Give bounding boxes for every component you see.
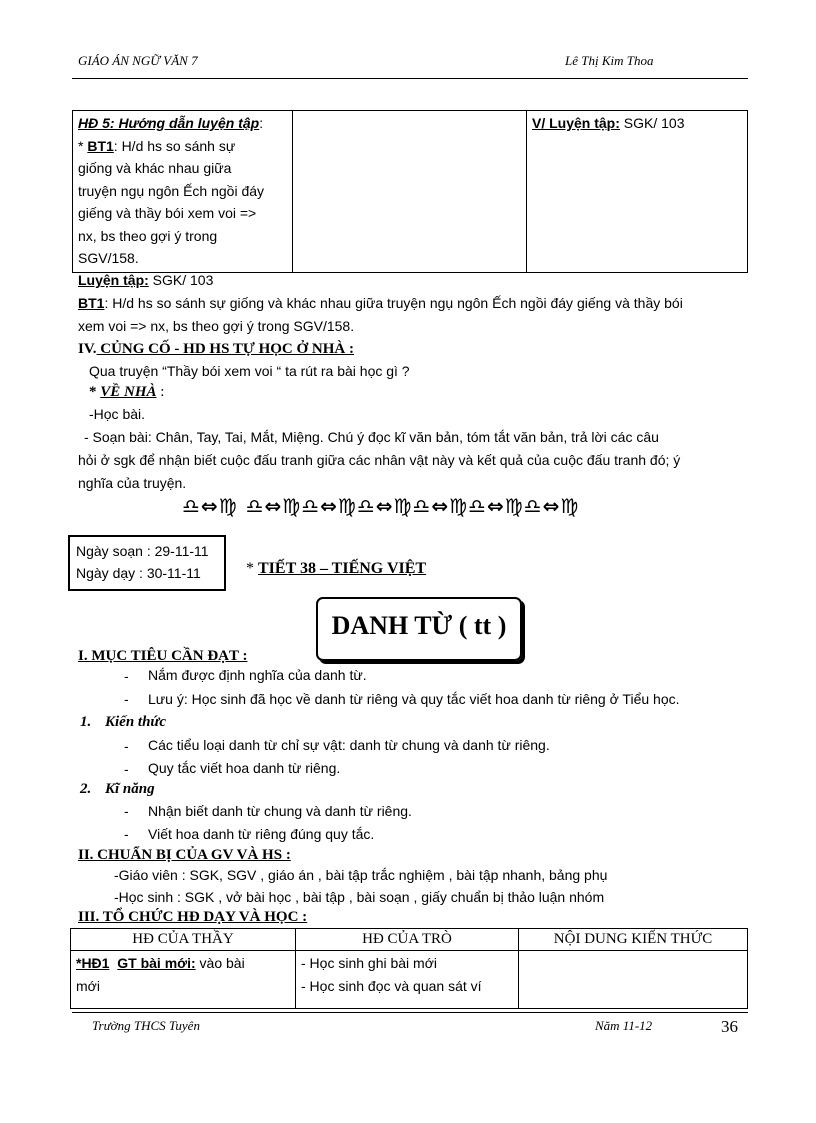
luyen-tap-value: SGK/ 103 — [619, 115, 685, 131]
bt-prefix: * — [78, 137, 88, 154]
bullet-dash: - — [124, 668, 129, 684]
section-iv-question: Qua truyện “Thầy bói xem voi “ ta rút ra bài học gì ? — [89, 363, 410, 379]
home-label: VỀ NHÀ — [100, 384, 157, 400]
lesson-title — [246, 560, 426, 578]
section-iii-title: III. TỔ CHỨC HĐ DẠY VÀ HỌC : — [78, 909, 308, 925]
bt1-line: : H/d hs so sánh sự — [113, 137, 236, 154]
student-line: - Học sinh đọc và quan sát ví — [301, 977, 482, 994]
section-iv-title — [78, 338, 354, 360]
date-soan: Ngày soạn : 29-11-11 — [76, 543, 209, 559]
page-number: 36 — [721, 1017, 738, 1036]
main-title-box — [316, 597, 522, 661]
practice-bt1-line2: xem voi => nx, bs theo gợi ý trong SGV/158. — [78, 318, 355, 334]
section-iv-text: CỦNG CỐ - HD HS TỰ HỌC Ở NHÀ : — [96, 341, 355, 357]
col-header-teacher: HĐ CỦA THẦY — [71, 929, 296, 951]
footer-rule — [72, 1012, 748, 1013]
activity-table — [70, 928, 748, 1009]
bt1-line: SGV/158. — [78, 250, 139, 266]
hd1-title: GT bài mới: — [117, 955, 196, 971]
home-item-2-line2: hỏi ở sgk để nhận biết cuộc đấu tranh giữa các nhân vật này và kết quả của cuộc đấu tranh đó; ý — [78, 452, 681, 468]
section-ii-title: II. CHUẨN BỊ CỦA GV VÀ HS : — [78, 847, 291, 863]
date-day: Ngày dạy : 30-11-11 — [76, 565, 201, 581]
sub1-bullet-2: Quy tắc viết hoa danh từ riêng. — [148, 760, 341, 776]
sub2-bullet-1: Nhận biết danh từ chung và danh từ riêng. — [148, 803, 412, 819]
bt1-line: nx, bs theo gợi ý trong — [78, 227, 218, 244]
bullet-dash: - — [124, 826, 129, 842]
section-i-bullet-2: Lưu ý: Học sinh đã học về danh từ riêng và quy tắc viết hoa danh từ riêng ở Tiểu học. — [148, 691, 680, 707]
top-table — [72, 110, 748, 273]
practice-bt1-label: BT1 — [78, 295, 105, 311]
section-i-title: I. MỤC TIÊU CẦN ĐẠT : — [78, 648, 248, 664]
lesson-prefix: * — [246, 560, 258, 577]
sub2-title: Kĩ năng — [105, 781, 155, 797]
bullet-dash: - — [124, 691, 129, 707]
hd5-title-colon: : — [259, 115, 264, 131]
home-item-2-line3: nghĩa của truyện. — [78, 475, 187, 491]
main-title: DANH TỪ ( tt ) — [331, 611, 507, 640]
bt1-line: giếng và thầy bói xem voi => — [78, 205, 257, 221]
home-prefix: * — [89, 384, 101, 400]
home-item-2-line1: - Soạn bài: Chân, Tay, Tai, Mắt, Miệng. Chú ý đọc kĩ văn bản, tóm tắt văn bản, trả lời các câu — [84, 429, 659, 445]
section-i-bullet-1: Nắm được định nghĩa của danh từ. — [148, 667, 367, 683]
sub2-num: 2. — [80, 781, 92, 797]
bt1-line: giống và khác nhau giữa — [78, 160, 232, 176]
sub2-bullet-2: Viết hoa danh từ riêng đúng quy tắc. — [148, 826, 375, 842]
practice-label: Luyện tập: — [78, 272, 149, 288]
hd1-label: *HĐ1 — [76, 955, 110, 971]
decorative-separator: ♎⇔♍ ♎⇔♍♎⇔♍♎⇔♍♎⇔♍♎⇔♍♎⇔♍ — [182, 494, 580, 518]
footer-left: Trường THCS Tuyên — [92, 1018, 200, 1033]
luyen-tap-label: V/ Luyện tập: — [532, 115, 620, 131]
hd5-title: HĐ 5: Hướng dẫn luyện tập — [78, 115, 260, 131]
top-table-col1 — [73, 111, 293, 273]
teacher-cell — [71, 951, 296, 1009]
sub1-title: Kiến thức — [105, 714, 167, 730]
section-ii-gv: -Giáo viên : SGK, SGV , giáo án , bài tập trắc nghiệm , bài tập nhanh, bảng phụ — [114, 867, 608, 883]
practice-line — [78, 269, 213, 291]
bt1-line: truyện ngụ ngôn Ếch ngồi đáy — [78, 182, 265, 199]
col-header-content: NỘI DUNG KIẾN THỨC — [519, 929, 748, 951]
student-line: - Học sinh ghi bài mới — [301, 955, 438, 971]
practice-bt1-line1 — [78, 292, 683, 314]
practice-value: SGK/ 103 — [148, 272, 214, 288]
section-iv-num: IV. — [78, 341, 97, 357]
sub1-num: 1. — [80, 714, 92, 730]
home-heading — [89, 381, 164, 403]
section-ii-hs: -Học sinh : SGK , vở bài học , bài tập , bài soạn , giấy chuẩn bị thảo luận nhóm — [114, 889, 605, 905]
footer-middle: Năm 11-12 — [595, 1018, 653, 1033]
content-cell — [519, 951, 748, 1009]
dates-box — [68, 535, 226, 591]
home-suffix: : — [156, 384, 165, 400]
bullet-dash: - — [124, 803, 129, 819]
practice-bt1-text: : H/d hs so sánh sự giống và khác nhau giữa truyện ngụ ngôn Ếch ngồi đáy giếng và thầy bói — [104, 295, 683, 311]
hd1-text: vào bài — [195, 955, 245, 971]
hd1-text2: mới — [76, 977, 100, 994]
bullet-dash: - — [124, 761, 129, 777]
bullet-dash: - — [124, 738, 129, 754]
bt1-label: BT1 — [87, 137, 114, 154]
col-header-student: HĐ CỦA TRÒ — [296, 929, 519, 951]
student-cell — [296, 951, 519, 1009]
sub1-bullet-1: Các tiểu loại danh từ chỉ sự vật: danh từ chung và danh từ riêng. — [148, 737, 550, 753]
lesson-title-text: TIẾT 38 – TIẾNG VIỆT — [258, 560, 427, 577]
home-item-1: -Học bài. — [89, 406, 146, 422]
header-right: Lê Thị Kim Thoa — [565, 53, 654, 68]
top-table-col3 — [527, 111, 748, 273]
header-rule — [72, 78, 748, 79]
top-table-col2 — [293, 111, 527, 273]
header-left: GIÁO ÁN NGỮ VĂN 7 — [78, 53, 198, 68]
